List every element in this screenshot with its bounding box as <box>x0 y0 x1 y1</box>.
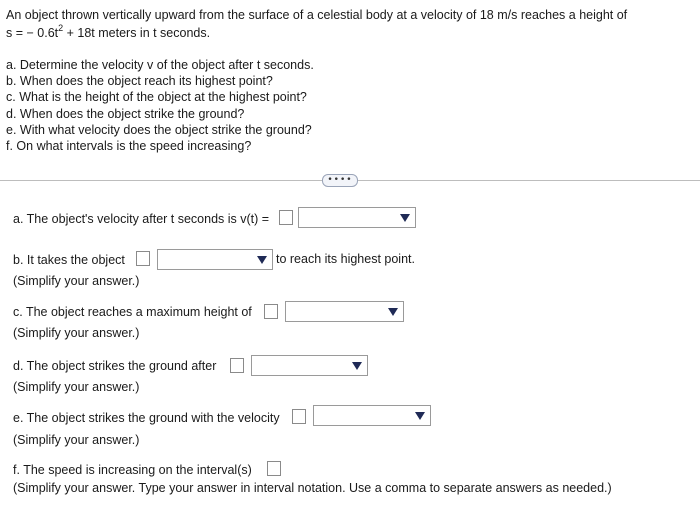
answer-e-label: e. The object strikes the ground with the velocity <box>13 411 280 425</box>
chevron-down-icon <box>352 362 362 370</box>
equation-exponent: 2 <box>58 23 64 33</box>
answer-a-units-dropdown[interactable] <box>298 207 416 228</box>
chevron-down-icon <box>415 412 425 420</box>
answer-c-input[interactable] <box>264 304 278 319</box>
problem-equation <box>6 24 696 43</box>
answer-d-units-dropdown[interactable] <box>251 355 368 376</box>
question-part-b: b. When does the object reach its highest point? <box>6 74 273 89</box>
answer-a-label: a. The object's velocity after t seconds is v(t) = <box>13 212 270 226</box>
answer-f-input[interactable] <box>267 461 281 476</box>
equation-end: + 18t meters in t seconds. <box>63 26 211 40</box>
problem-line-1: An object thrown vertically upward from the surface of a celestial body at a velocity of 18 m/s reaches a height of <box>6 8 628 22</box>
answer-b-units-dropdown[interactable] <box>157 249 273 270</box>
problem-statement <box>6 6 696 43</box>
chevron-down-icon <box>257 256 267 264</box>
equation-start: s = − 0.6t <box>6 26 59 40</box>
answer-e-input[interactable] <box>292 409 306 424</box>
answer-c-hint: (Simplify your answer.) <box>13 326 140 340</box>
answer-b-input[interactable] <box>136 251 150 266</box>
answer-b-suffix: to reach its highest point. <box>276 252 415 266</box>
answer-d-input[interactable] <box>230 358 244 373</box>
question-part-a: a. Determine the velocity v of the object after t seconds. <box>6 58 314 72</box>
answer-a-input[interactable] <box>279 210 293 225</box>
answer-b-label: b. It takes the object <box>13 253 125 267</box>
chevron-down-icon <box>400 214 410 222</box>
chevron-down-icon <box>388 308 398 316</box>
answer-d-label: d. The object strikes the ground after <box>13 359 217 373</box>
expand-more-button[interactable]: •••• <box>322 174 358 187</box>
question-part-f: f. On what intervals is the speed increasing? <box>6 139 252 154</box>
answer-c-units-dropdown[interactable] <box>285 301 404 322</box>
answer-b-hint: (Simplify your answer.) <box>13 274 140 288</box>
answer-d-hint: (Simplify your answer.) <box>13 380 140 394</box>
question-part-c: c. What is the height of the object at the highest point? <box>6 90 307 105</box>
answer-f-label: f. The speed is increasing on the interval(s) <box>13 463 252 477</box>
answer-c-label: c. The object reaches a maximum height of <box>13 305 252 319</box>
question-parts-list <box>6 57 314 154</box>
question-part-d: d. When does the object strike the ground? <box>6 106 245 121</box>
answer-e-hint: (Simplify your answer.) <box>13 433 140 447</box>
question-part-e: e. With what velocity does the object strike the ground? <box>6 122 312 137</box>
answer-e-units-dropdown[interactable] <box>313 405 431 426</box>
answer-f-hint: (Simplify your answer. Type your answer in interval notation. Use a comma to separate answers as needed.) <box>13 481 612 495</box>
